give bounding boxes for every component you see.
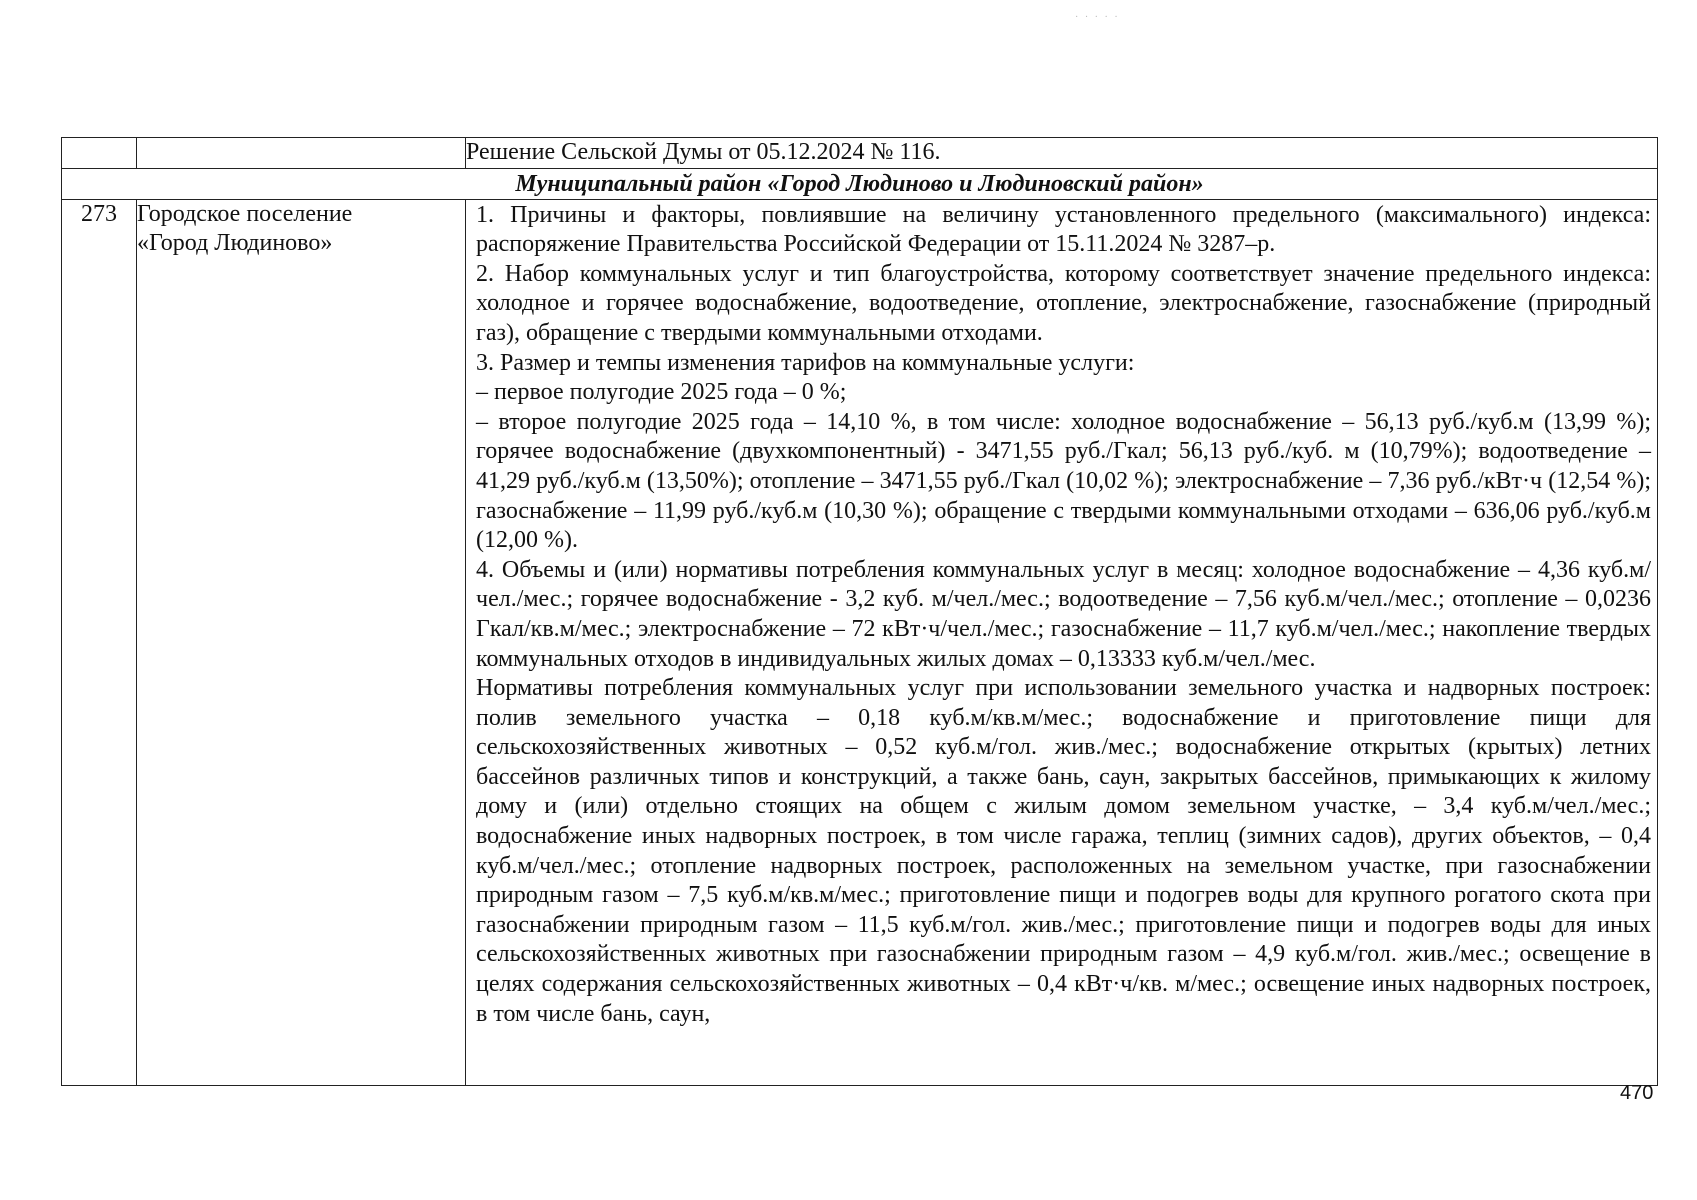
municipality-title: «Город Людиново» xyxy=(137,230,333,257)
paragraph-services: 2. Набор коммунальных услуг и тип благоустройства, которому соответствует значение предельного индекса: холодное и горячее водоснабжение, водоотведение, отопление, электроснабжение, газоснабжение (природный газ), обращение с твердыми коммунальными отходами. xyxy=(476,260,1651,346)
entry-number: 273 xyxy=(62,199,137,1085)
decision-text: Решение Сельской Думы от 05.12.2024 № 116. xyxy=(466,138,1658,169)
municipality-name xyxy=(137,199,466,1085)
paragraph-reasons: 1. Причины и факторы, повлиявшие на величину установленного предельного (максимального) индекса: распоряжение Правительства Российской Федерации от 15.11.2024 № 3287–р. xyxy=(476,201,1651,258)
decision-row xyxy=(62,138,1658,169)
scan-artifact: · · · · · xyxy=(1075,12,1120,23)
section-row xyxy=(62,168,1658,199)
paragraph-first-half: – первое полугодие 2025 года – 0 %; xyxy=(476,379,847,406)
page-number: 470 xyxy=(1620,1082,1654,1104)
paragraph-tariffs-heading: 3. Размер и темпы изменения тарифов на коммунальные услуги: xyxy=(476,349,1135,376)
paragraph-land-norms: Нормативы потребления коммунальных услуг при использовании земельного участка и надворных построек: полив земельного участка – 0,18 куб.м/кв.м/мес.; водоснабжение и приготовление пищи для сельскохозяйственных животных – 0,52 куб.м/гол. жив./мес.; водоснабжение открытых (крытых) летних бассейнов различных типов и конструкций, а также бань, саун, закрытых бассейнов, примыкающих к жилому дому и (или) отдельно стоящих на общем с жилым домом земельном участке, – 3,4 куб.м/чел./мес.; водоснабжение иных надворных построек, в том числе гаража, теплиц (зимних садов), других объектов, – 0,4 куб.м/чел./мес.; отопление надворных построек, расположенных на земельном участке, при газоснабжении природным газом – 7,5 куб.м/кв.м/мес.; приготовление пищи и подогрев воды для крупного рогатого скота при газоснабжении природным газом – 11,5 куб.м/гол. жив./мес.; приготовление пищи и подогрев воды для иных сельскохозяйственных животных при газоснабжении природным газом – 4,9 куб.м/гол. жив./мес.; освещение в целях содержания сельскохозяйственных животных – 0,4 кВт·ч/кв. м/мес.; освещение иных надворных построек, в том числе бань, саун, xyxy=(476,675,1651,1027)
empty-cell xyxy=(137,138,466,169)
tariff-table xyxy=(61,137,1658,1086)
municipality-type: Городское поселение xyxy=(137,200,353,227)
paragraph-consumption-norms: 4. Объемы и (или) нормативы потребления коммунальных услуг в месяц: холодное водоснабжение – 4,36 куб.м/чел./мес.; горячее водоснабжение - 3,2 куб. м/чел./мес.; водоотведение – 7,56 куб.м/чел./мес.; отопление – 0,0236 Гкал/кв.м/мес.; электроснабжение – 72 кВт·ч/чел./мес.; газоснабжение – 11,7 куб.м/чел./мес.; накопление твердых коммунальных отходов в индивидуальных жилых домах – 0,13333 куб.м/чел./мес. xyxy=(476,556,1651,672)
paragraph-second-half: – второе полугодие 2025 года – 14,10 %, в том числе: холодное водоснабжение – 56,13 руб./куб.м (13,99 %); горячее водоснабжение (двухкомпонентный) - 3471,55 руб./Гкал; 56,13 руб./куб. м (10,79%); водоотведение – 41,29 руб./куб.м (13,50%); отопление – 3471,55 руб./Гкал (10,02 %); электроснабжение – 7,36 руб./кВт·ч (12,54 %); газоснабжение – 11,99 руб./куб.м (10,30 %); обращение с твердыми коммунальными отходами – 636,06 руб./куб.м (12,00 %). xyxy=(476,408,1651,554)
empty-cell xyxy=(62,138,137,169)
entry-content-cell xyxy=(466,199,1658,1085)
section-title: Муниципальный район «Город Людиново и Людиновский район» xyxy=(62,168,1658,199)
entry-content xyxy=(466,200,1657,1085)
entry-row xyxy=(62,199,1658,1085)
